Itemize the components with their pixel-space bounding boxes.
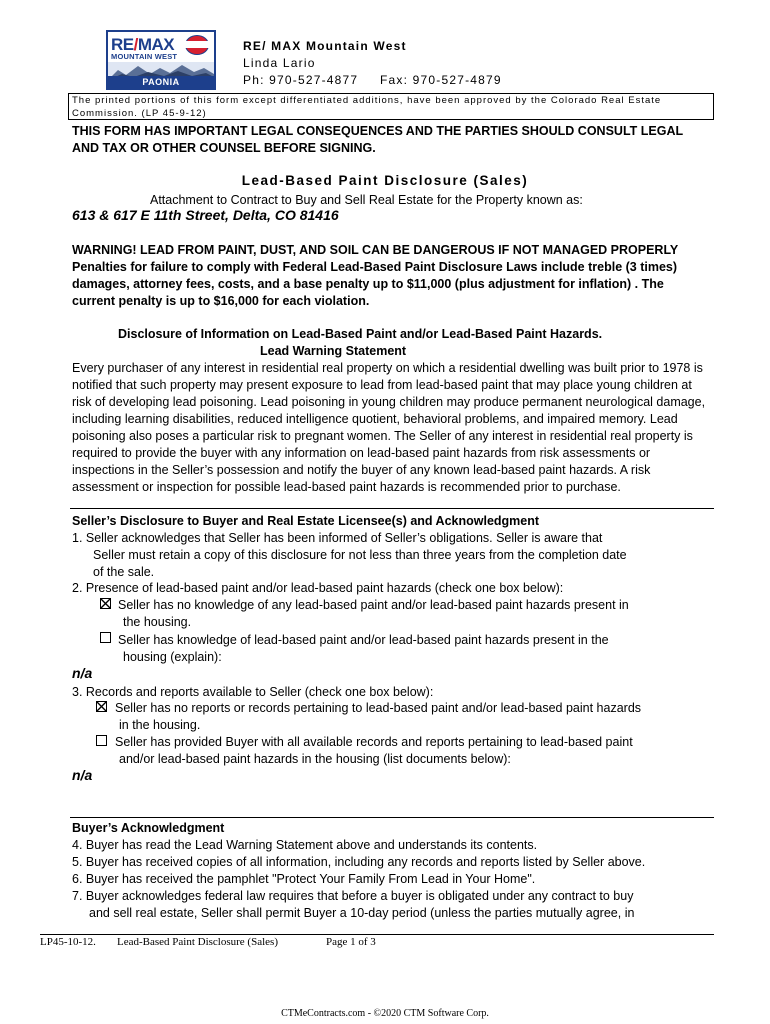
buyer-item: and sell real estate, Seller shall permit Buyer a 10-day period (unless the parties mutually agree, in xyxy=(89,906,635,920)
copyright: CTMeContracts.com - ©2020 CTM Software Corp. xyxy=(281,1008,489,1019)
legal-warning-line-2: AND TAX OR OTHER COUNSEL BEFORE SIGNING. xyxy=(72,141,376,155)
agent-fax: Fax: 970-527-4879 xyxy=(380,73,502,87)
lead-warning-line: required to provide the buyer with any information on lead-based paint hazards from risk assessments or xyxy=(72,446,651,460)
balloon-band xyxy=(185,41,209,48)
form-id: LP45-10-12. xyxy=(40,936,96,948)
agent-phone: Ph: 970-527-4877 xyxy=(243,73,359,87)
company-name: RE/ MAX Mountain West xyxy=(243,39,407,53)
attachment-line: Attachment to Contract to Buy and Sell Real Estate for the Property known as: xyxy=(150,193,583,207)
explain-answer[interactable]: n/a xyxy=(72,665,93,681)
remax-logo xyxy=(106,30,216,90)
option-no-knowledge-cont: the housing. xyxy=(123,615,192,629)
property-address: 613 & 617 E 11th Street, Delta, CO 81416 xyxy=(72,207,339,223)
checkbox-provided-reports[interactable] xyxy=(96,735,107,746)
legal-warning-line-1: THIS FORM HAS IMPORTANT LEGAL CONSEQUENCES AND THE PARTIES SHOULD CONSULT LEGAL xyxy=(72,124,684,138)
section-divider xyxy=(70,817,714,818)
seller-item-2: 2. Presence of lead-based paint and/or lead-based paint hazards (check one box below): xyxy=(72,581,564,595)
footer-divider xyxy=(40,934,714,935)
agent-name: Linda Lario xyxy=(243,56,316,70)
option-provided-reports: Seller has provided Buyer with all available records and reports pertaining to lead-based paint xyxy=(115,735,633,749)
seller-item-3: 3. Records and reports available to Seller (check one box below): xyxy=(72,685,434,699)
seller-item-1-cont: of the sale. xyxy=(93,565,155,579)
seller-section-heading: Seller’s Disclosure to Buyer and Real Estate Licensee(s) and Acknowledgment xyxy=(72,514,540,528)
page-number: Page 1 of 3 xyxy=(326,936,376,948)
logo-town: PAONIA xyxy=(108,76,214,88)
buyer-item: 4. Buyer has read the Lead Warning Statement above and understands its contents. xyxy=(72,838,538,852)
option-has-knowledge: Seller has knowledge of lead-based paint and/or lead-based paint hazards present in the xyxy=(118,633,609,647)
warning-line-1: WARNING! LEAD FROM PAINT, DUST, AND SOIL CAN BE DANGEROUS IF NOT MANAGED PROPERLY xyxy=(72,243,679,257)
seller-item-1-cont: Seller must retain a copy of this disclosure for not less than three years from the completion date xyxy=(93,548,627,562)
lead-warning-line: notified that such property may present exposure to lead from lead-based paint that may place young children at xyxy=(72,378,692,392)
lead-warning-line: risk of developing lead poisoning. Lead poisoning in young children may produce permanent neurological damage, xyxy=(72,395,706,409)
warning-line-3: damages, attorney fees, costs, and a base penalty up to $11,000 (plus adjustment for inflation) . The xyxy=(72,277,664,291)
option-has-knowledge-cont: housing (explain): xyxy=(123,650,222,664)
logo-brand: RE/MAX xyxy=(111,35,175,54)
disclosure-heading: Disclosure of Information on Lead-Based Paint and/or Lead-Based Paint Hazards. xyxy=(118,327,603,341)
checkbox-has-knowledge[interactable] xyxy=(100,632,111,643)
form-name: Lead-Based Paint Disclosure (Sales) xyxy=(117,936,278,948)
approval-line-1: The printed portions of this form except differentiated additions, have been approved by the Colorado Real Estate xyxy=(72,95,662,106)
option-no-reports: Seller has no reports or records pertaining to lead-based paint and/or lead-based paint hazards xyxy=(115,701,642,715)
lead-warning-line: inspections in the Seller’s possession and notify the buyer of any known lead-based paint hazards. A risk xyxy=(72,463,651,477)
lead-warning-line: Every purchaser of any interest in residential real property on which a residential dwelling was built prior to 1978 is xyxy=(72,361,703,375)
section-divider xyxy=(70,508,714,509)
seller-item-1: 1. Seller acknowledges that Seller has been informed of Seller’s obligations. Seller is aware that xyxy=(72,531,603,545)
warning-line-2: Penalties for failure to comply with Federal Lead-Based Paint Disclosure Laws include treble (3 times) xyxy=(72,260,678,274)
option-no-reports-cont: in the housing. xyxy=(119,718,201,732)
lead-warning-line: including learning disabilities, reduced intelligence quotient, behavioral problems, and impaired memory. Lead xyxy=(72,412,678,426)
logo-slash: / xyxy=(133,35,138,54)
documents-answer[interactable]: n/a xyxy=(72,767,93,783)
lead-warning-line: assessment or inspection for possible lead-based paint hazards is recommended prior to purchase. xyxy=(72,480,621,494)
checkbox-no-reports[interactable] xyxy=(96,701,107,712)
warning-line-4: current penalty is up to $16,000 for each violation. xyxy=(72,294,370,308)
buyer-item: 5. Buyer has received copies of all information, including any records and reports listed by Seller above. xyxy=(72,855,646,869)
buyer-item: 7. Buyer acknowledges federal law requires that before a buyer is obligated under any contract to buy xyxy=(72,889,634,903)
lead-warning-line: poisoning also poses a particular risk to pregnant women. The Seller of any interest in residential real property is xyxy=(72,429,693,443)
logo-subtitle: MOUNTAIN WEST xyxy=(111,52,178,61)
option-provided-reports-cont: and/or lead-based paint hazards in the housing (list documents below): xyxy=(119,752,511,766)
page-title: Lead-Based Paint Disclosure (Sales) xyxy=(241,173,529,188)
approval-line-2: Commission. (LP 45-9-12) xyxy=(72,107,207,119)
buyer-item: 6. Buyer has received the pamphlet "Protect Your Family From Lead in Your Home". xyxy=(72,872,536,886)
checkbox-no-knowledge[interactable] xyxy=(100,598,111,609)
lead-warning-heading: Lead Warning Statement xyxy=(260,344,407,358)
option-no-knowledge: Seller has no knowledge of any lead-based paint and/or lead-based paint hazards present in xyxy=(118,598,629,612)
buyer-section-heading: Buyer’s Acknowledgment xyxy=(72,821,225,835)
approval-notice xyxy=(68,93,714,120)
